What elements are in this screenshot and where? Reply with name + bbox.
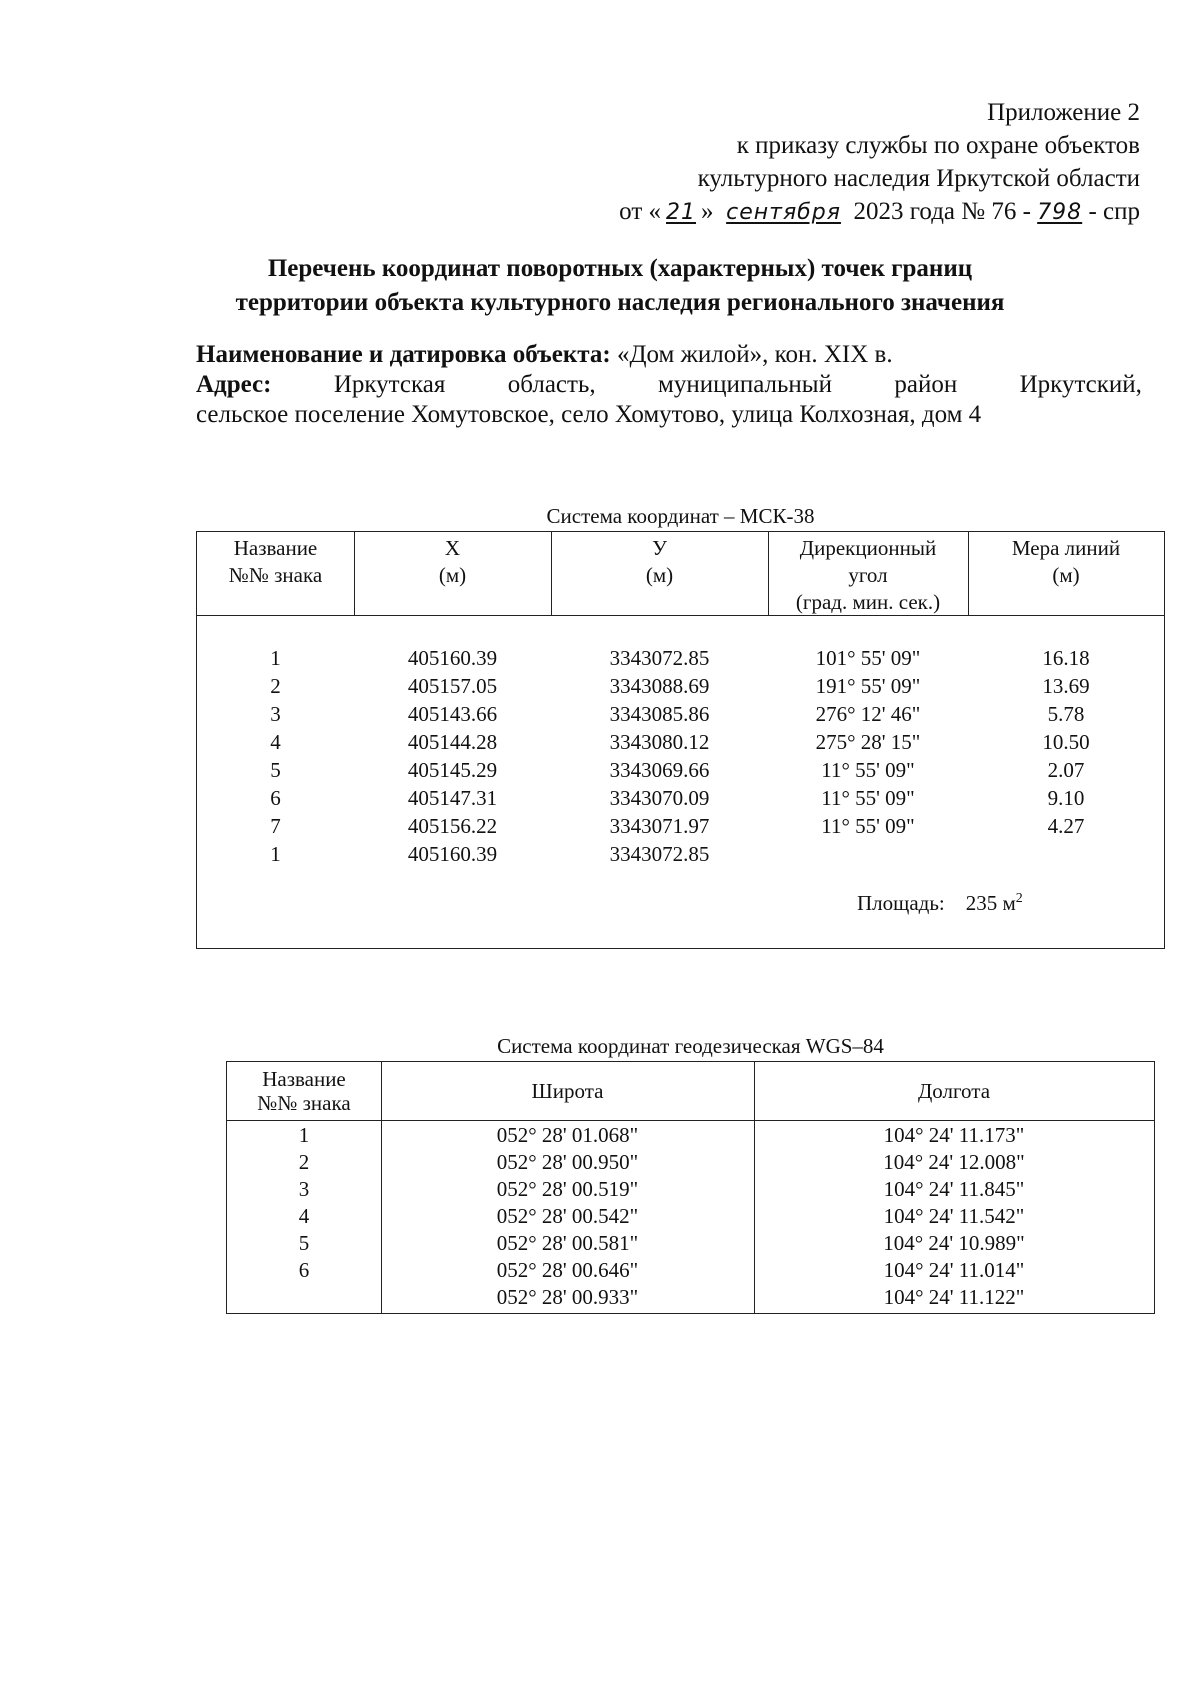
- cell-latitude: 052° 28' 01.068": [496, 1123, 639, 1147]
- area-summary: [857, 891, 1023, 916]
- msk-table-caption: Система координат – МСК-38: [546, 504, 815, 528]
- cell-y: 3343072.85: [609, 842, 710, 866]
- area-label: Площадь:: [857, 891, 945, 915]
- cell-latitude: 052° 28' 00.519": [496, 1177, 639, 1201]
- handwritten-day: 21: [666, 200, 697, 225]
- cell-latitude: 052° 28' 00.933": [496, 1285, 639, 1309]
- cell-point: 5: [270, 758, 281, 782]
- cell-bearing: 275° 28' 15": [815, 730, 921, 754]
- address-word: Иркутская: [333, 371, 446, 398]
- object-name-line: [196, 340, 1142, 370]
- msk-table-header: [197, 532, 1164, 616]
- cell-length: 9.10: [1047, 786, 1085, 810]
- header-cell-bearing: [768, 532, 968, 615]
- cell-x: 405157.05: [407, 674, 498, 698]
- address-word: район: [894, 371, 958, 398]
- title-line-2: территории объекта культурного наследия регионального значения: [235, 289, 1005, 316]
- address-word: Иркутский,: [1019, 371, 1142, 398]
- object-name-value: «Дом жилой», кон. XIX в.: [616, 341, 893, 368]
- table-row: [197, 784, 1164, 812]
- table-row: [197, 756, 1164, 784]
- cell-longitude: 104° 24' 11.845": [883, 1177, 1025, 1201]
- cell-bearing: 11° 55' 09": [821, 758, 915, 782]
- cell-bearing: 11° 55' 09": [821, 786, 915, 810]
- cell-x: 405145.29: [407, 758, 498, 782]
- cell-point: 6: [298, 1258, 310, 1282]
- cell-y: 3343080.12: [609, 730, 710, 754]
- msk-coordinates-table: [196, 531, 1165, 949]
- cell-latitude: 052° 28' 00.542": [496, 1204, 639, 1228]
- table-row: [197, 812, 1164, 840]
- order-year: 2023 года № 76 -: [853, 198, 1031, 225]
- cell-x: 405147.31: [407, 786, 498, 810]
- header-cell-point-name: [197, 532, 354, 615]
- area-unit-superscript: 2: [1015, 891, 1023, 906]
- cell-y: 3343085.86: [609, 702, 710, 726]
- cell-length: 4.27: [1047, 814, 1085, 838]
- cell-longitude: 104° 24' 11.122": [883, 1285, 1025, 1309]
- table-row: [197, 840, 1164, 868]
- order-prefix: от «: [619, 198, 662, 225]
- table-row: [197, 700, 1164, 728]
- header-cell-longitude: Долгота: [917, 1079, 991, 1103]
- cell-length: 2.07: [1047, 758, 1085, 782]
- cell-length: 13.69: [1042, 674, 1090, 698]
- table-row: [197, 728, 1164, 756]
- table-row: [197, 672, 1164, 700]
- document-title: [160, 252, 1080, 320]
- header-cell-y: [551, 532, 768, 615]
- appendix-header: [619, 96, 1140, 229]
- cell-x: 405144.28: [407, 730, 498, 754]
- address-line-1: [196, 370, 1142, 400]
- wgs-table-header: [227, 1062, 1154, 1121]
- cell-longitude: 104° 24' 10.989": [883, 1231, 1025, 1255]
- header-text: Название: [262, 1067, 346, 1091]
- cell-longitude: 104° 24' 11.014": [883, 1258, 1025, 1282]
- wgs-coordinates-table: [226, 1061, 1155, 1314]
- cell-latitude: 052° 28' 00.646": [496, 1258, 639, 1282]
- cell-y: 3343071.97: [609, 814, 710, 838]
- address-word: область,: [507, 371, 596, 398]
- cell-bearing: 11° 55' 09": [821, 814, 915, 838]
- appendix-number: Приложение 2: [987, 99, 1140, 126]
- cell-point: 1: [270, 842, 281, 866]
- cell-longitude: 104° 24' 11.173": [883, 1123, 1025, 1147]
- table-row: [227, 1149, 1154, 1176]
- cell-y: 3343069.66: [609, 758, 710, 782]
- handwritten-month: сентября: [726, 200, 841, 225]
- cell-point: 3: [298, 1177, 310, 1201]
- cell-longitude: 104° 24' 11.542": [883, 1204, 1025, 1228]
- object-info: [196, 340, 1142, 430]
- cell-length: 10.50: [1042, 730, 1090, 754]
- cell-point: 3: [270, 702, 281, 726]
- header-cell-x: [354, 532, 551, 615]
- header-text: №№ знака: [257, 1091, 351, 1115]
- order-mid: »: [701, 198, 714, 225]
- table-row: [197, 644, 1164, 672]
- order-suffix: - спр: [1088, 198, 1140, 225]
- cell-point: 1: [298, 1123, 310, 1147]
- header-cell-length: [968, 532, 1164, 615]
- cell-latitude: 052° 28' 00.950": [496, 1150, 639, 1174]
- appendix-authority: культурного наследия Иркутской области: [697, 165, 1140, 192]
- cell-bearing: 276° 12' 46": [815, 702, 921, 726]
- cell-y: 3343070.09: [609, 786, 710, 810]
- address-label: Адрес:: [196, 371, 272, 398]
- cell-bearing: 191° 55' 09": [815, 674, 921, 698]
- cell-point: 1: [270, 646, 281, 670]
- table-row: [227, 1257, 1154, 1284]
- header-text: X: [444, 536, 461, 560]
- cell-point: 5: [298, 1231, 310, 1255]
- wgs-table-caption: Система координат геодезическая WGS–84: [497, 1034, 884, 1058]
- area-value: 235 м: [965, 891, 1016, 915]
- cell-point: 4: [298, 1204, 310, 1228]
- header-text: Название: [233, 536, 318, 560]
- cell-point: 7: [270, 814, 281, 838]
- table-row: [227, 1203, 1154, 1230]
- table-row: [227, 1122, 1154, 1149]
- appendix-order-ref: к приказу службы по охране объектов: [736, 132, 1140, 159]
- header-text: (град. мин. сек.): [795, 590, 941, 614]
- cell-y: 3343072.85: [609, 646, 710, 670]
- table-row: [227, 1230, 1154, 1257]
- header-text: угол: [848, 563, 888, 587]
- order-date-line: [619, 195, 1140, 229]
- header-text: У: [652, 536, 667, 560]
- cell-length: 16.18: [1042, 646, 1090, 670]
- cell-point: 6: [270, 786, 281, 810]
- header-text: (м): [645, 563, 674, 587]
- header-text: (м): [438, 563, 467, 587]
- header-text: Дирекционный: [799, 536, 937, 560]
- cell-y: 3343088.69: [609, 674, 710, 698]
- address-word: муниципальный: [658, 371, 832, 398]
- header-text: Мера линий: [1011, 536, 1121, 560]
- cell-point: 4: [270, 730, 281, 754]
- cell-x: 405160.39: [407, 842, 498, 866]
- cell-point: 2: [270, 674, 281, 698]
- cell-x: 405143.66: [407, 702, 498, 726]
- cell-bearing: 101° 55' 09": [815, 646, 921, 670]
- cell-latitude: 052° 28' 00.581": [496, 1231, 639, 1255]
- cell-length: 5.78: [1047, 702, 1085, 726]
- header-cell-latitude: Широта: [531, 1079, 604, 1103]
- address-line-2: сельское поселение Хомутовское, село Хомутово, улица Колхозная, дом 4: [196, 401, 982, 428]
- header-text: №№ знака: [228, 563, 323, 587]
- handwritten-order-number: 798: [1037, 200, 1083, 225]
- title-line-1: Перечень координат поворотных (характерных) точек границ: [267, 255, 973, 282]
- cell-x: 405160.39: [407, 646, 498, 670]
- header-text: (м): [1052, 563, 1080, 587]
- table-row: [227, 1284, 1154, 1311]
- cell-longitude: 104° 24' 12.008": [883, 1150, 1025, 1174]
- header-cell-point-name: [227, 1062, 381, 1120]
- object-name-label: Наименование и датировка объекта:: [196, 341, 611, 368]
- cell-x: 405156.22: [407, 814, 498, 838]
- table-row: [227, 1176, 1154, 1203]
- cell-point: 2: [298, 1150, 310, 1174]
